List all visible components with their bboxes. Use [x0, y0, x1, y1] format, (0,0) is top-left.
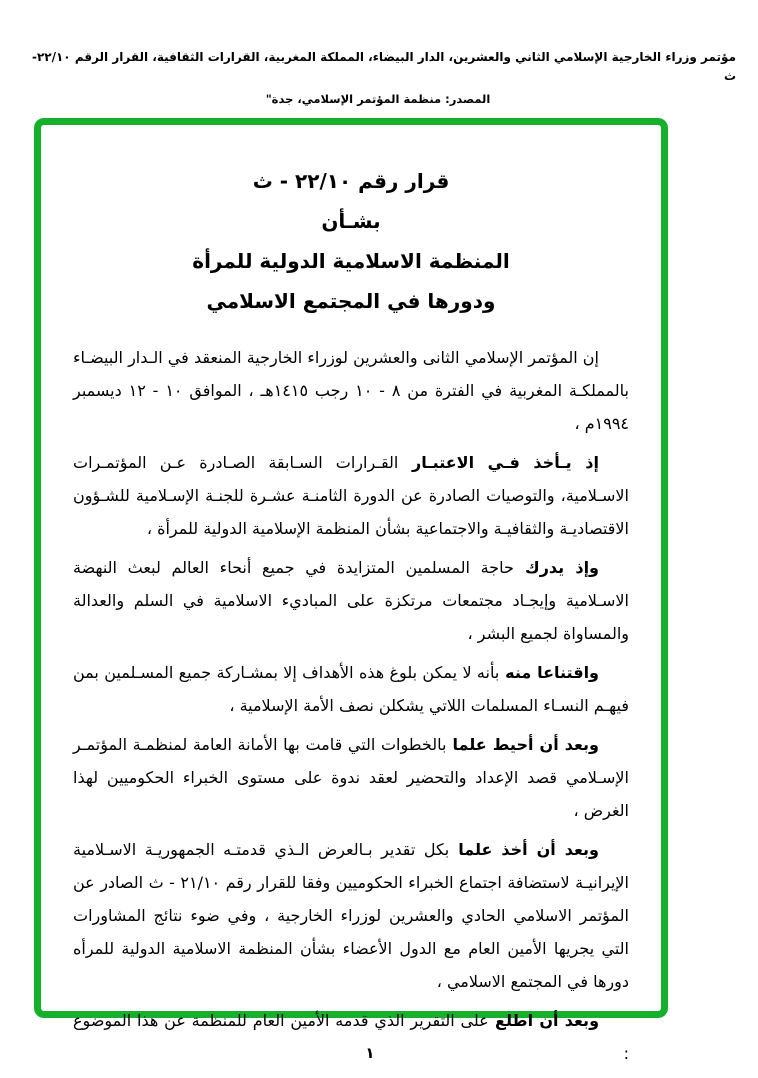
resolution-frame: [34, 118, 668, 1063]
page-number: ١: [365, 1044, 375, 1062]
paragraph-lead: وبعد أن أحيط علما: [446, 735, 599, 754]
convinced-paragraph: [73, 656, 629, 722]
paragraph-lead: إذ يـأخذ فـي الاعتبـار: [398, 453, 599, 472]
considering-paragraph: [73, 446, 629, 545]
paragraph-lead: وبعد أن اطلع: [488, 1011, 600, 1030]
document-source-header: [20, 48, 736, 106]
paragraph-lead: وإذ يدرك: [513, 558, 599, 577]
header-source-line: المصدر: منظمة المؤتمر الإسلامي، جدة": [265, 92, 491, 107]
paragraph-text: بالخطوات التي قامت بها الأمانة العامة لمنظمـة المؤتمـر الإسـلامي قصد الإعداد والتحضير لعقد ندوة على مستوى الخبراء الحكوميين لهذا الغرض ،: [73, 735, 629, 820]
preamble-paragraph: [73, 341, 629, 440]
header-citation-line: مؤتمر وزراء الخارجية الإسلامي الثاني والعشرين، الدار البيضاء، المملكة المغربية، القرارات الثقافية، القرار الرقم ٢٢/١٠-ث: [31, 50, 736, 83]
recognizing-paragraph: [73, 551, 629, 650]
resolution-title-block: [73, 161, 629, 321]
organization-title: المنظمة الاسلامية الدولية للمرأة: [192, 249, 510, 273]
informed-paragraph: [73, 728, 629, 827]
noted-offer-paragraph: [73, 833, 629, 998]
role-subtitle: ودورها في المجتمع الاسلامي: [206, 289, 496, 313]
paragraph-text: بكل تقدير بـالعرض الـذي قدمتـه الجمهوريـة الاسـلامية الإيرانيـة لاستضافة اجتماع الخبراء الحكوميين وفقا للقرار رقم ٢١/١٠ - ث الصادر عن المؤتمر الاسلامي الحادي والعشرين لوزراء الخارجية ، وفي ضوء نتائج المشاورات التي يجريها الأمين العام مع الدول الأعضاء بشأن المنظمة الاسلامية الدولية للمرأه دورها في المجتمع الاسلامي ،: [73, 840, 629, 991]
paragraph-text: إن المؤتمر الإسلامي الثانى والعشرين لوزراء الخارجية المنعقد في الـدار البيضـاء بالمملكـة المغربية في الفترة من ٨ - ١٠ رجب ١٤١٥هـ ، الموافق ١٠ - ١٢ ديسمبر ١٩٩٤م ،: [73, 348, 630, 433]
regarding-label: بشـأن: [321, 209, 381, 233]
paragraph-text: القـرارات السـابقة الصـادرة عـن المؤتمـرات الاسـلامية، والتوصيات الصادرة عن الدورة الثامنـة عشـرة للجنـة الإسـلامية للشـؤون الاقتصاديـة والثقافيـة والاجتماعية بشأن المنظمة الإسلامية الدولية للمرأة ،: [73, 453, 629, 538]
paragraph-lead: واقتناعا منه: [499, 663, 599, 682]
paragraph-text: حاجة المسلمين المتزايدة في جميع أنحاء العالم لبعث النهضة الاسـلامية وإيجـاد مجتمعات مرتكزة على المباديء الاسلامية في السلم والعدالة والمساواة لجميع البشر ،: [73, 558, 629, 643]
resolution-number-title: قرار رقم ٢٢/١٠ - ث: [252, 169, 450, 193]
paragraph-text: بأنه لا يمكن بلوغ هذه الأهداف إلا بمشـاركة جميع المسـلمين بمن فيهـم النسـاء المسلمات اللاتي يشكلن نصف الأمة الإسلامية ،: [73, 663, 629, 715]
resolution-body: [73, 341, 629, 1070]
paragraph-text: على التقرير الذي قدمه الأمين العام للمنظمة عن هذا الموضوع :: [73, 1011, 629, 1063]
paragraph-lead: وبعد أن أخذ علما: [449, 840, 599, 859]
